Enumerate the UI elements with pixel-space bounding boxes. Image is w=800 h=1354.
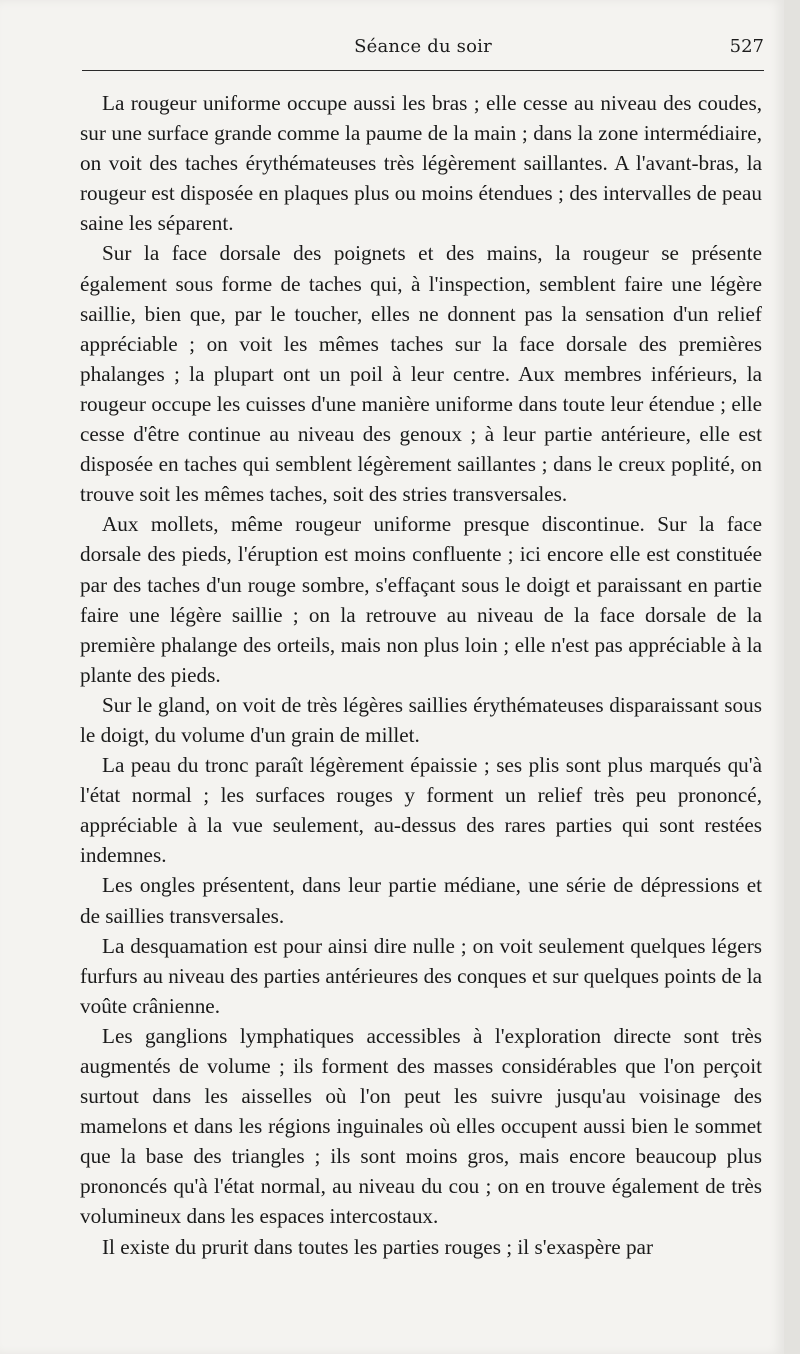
paragraph: Aux mollets, même rougeur uniforme presque discontinue. Sur la face dorsale des pieds, l'éruption est moins confluente ; ici encore elle est constituée par des taches d'un rouge sombre, s'effaçant sous le doigt et paraissant en partie faire une légère saillie ; on la retrouve au niveau de la face dorsale de la première phalange des orteils, mais non plus loin ; elle n'est pas appréciable à la plante des pieds. [80, 512, 762, 687]
page-header [82, 34, 764, 60]
page-number: 527 [729, 36, 764, 57]
body-text [80, 88, 762, 1262]
paragraph: Sur le gland, on voit de très légères saillies érythémateuses disparaissant sous le doigt, du volume d'un grain de millet. [80, 692, 762, 747]
running-head: Séance du soir [354, 36, 492, 57]
paragraph: Sur la face dorsale des poignets et des mains, la rougeur se présente également sous forme de taches qui, à l'inspection, semblent faire une légère saillie, bien que, par le toucher, elles ne donnent pas la sensation d'un relief appréciable ; on voit les mêmes taches sur la face dorsale des premières phalanges ; la plupart ont un poil à leur centre. Aux membres inférieurs, la rougeur occupe les cuisses d'une manière uniforme dans toute leur étendue ; elle cesse d'être continue au niveau des genoux ; à leur partie antérieure, elle est disposée en taches qui semblent légèrement saillantes ; dans le creux poplité, on trouve soit les mêmes taches, soit des stries transversales. [80, 241, 762, 507]
paragraph: Les ongles présentent, dans leur partie médiane, une série de dépressions et de saillies transversales. [80, 873, 762, 928]
scan-edge [784, 0, 800, 1354]
paragraph: La rougeur uniforme occupe aussi les bras ; elle cesse au niveau des coudes, sur une surface grande comme la paume de la main ; dans la zone intermédiaire, on voit des taches érythémateuses très légèrement saillantes. A l'avant-bras, la rougeur est disposée en plaques plus ou moins étendues ; des intervalles de peau saine les séparent. [80, 91, 762, 236]
paragraph: La desquamation est pour ainsi dire nulle ; on voit seulement quelques légers furfurs au niveau des parties antérieures des conques et sur quelques points de la voûte crânienne. [80, 933, 762, 1018]
paragraph: Les ganglions lymphatiques accessibles à l'exploration directe sont très augmentés de volume ; ils forment des masses considérables que l'on perçoit surtout dans les aisselles où l'on peut les suivre jusqu'au voisinage des mamelons et dans les régions inguinales où elles occupent aussi bien le sommet que la base des triangles ; ils sont moins gros, mais encore beaucoup plus prononcés qu'à l'état normal, au niveau du cou ; on en trouve également de très volumineux dans les espaces intercostaux. [80, 1023, 762, 1229]
header-rule [82, 70, 764, 71]
paragraph: Il existe du prurit dans toutes les parties rouges ; il s'exaspère par [102, 1234, 654, 1259]
paragraph: La peau du tronc paraît légèrement épaissie ; ses plis sont plus marqués qu'à l'état normal ; les surfaces rouges y forment un relief très peu prononcé, appréciable à la vue seulement, au-dessus des rares parties qui sont restées indemnes. [80, 753, 762, 868]
